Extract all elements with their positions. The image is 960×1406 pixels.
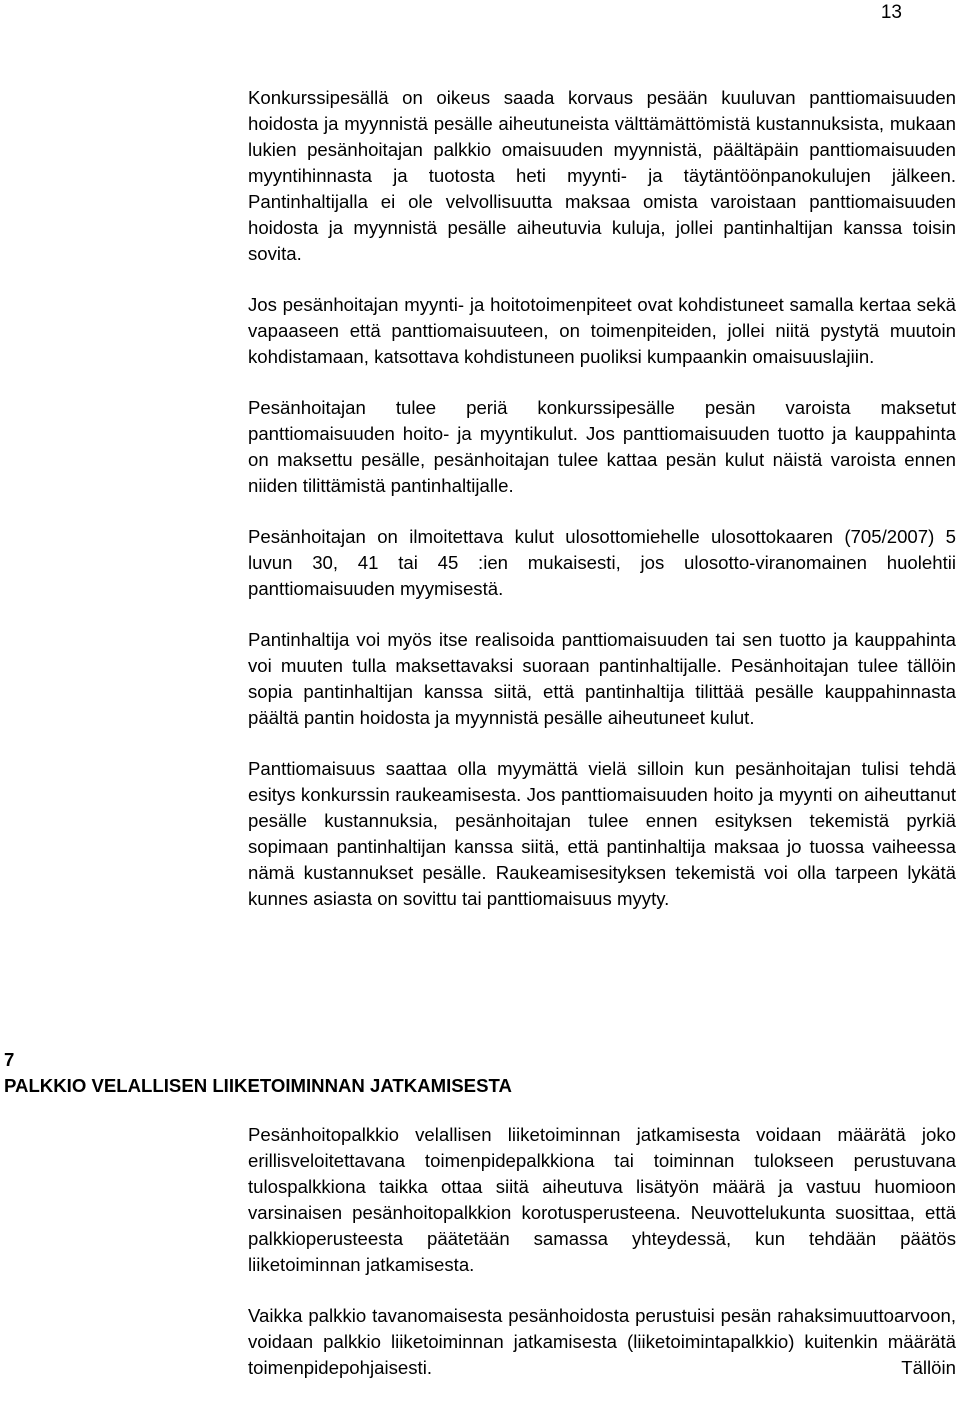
paragraph-business-fee: Pesänhoitopalkkio velallisen liiketoiminnan jatkamisesta voidaan määrätä joko erillisveloitettavana toimenpidepalkkiona tai toiminnan tulokseen perustuvana tulospalkkiona taikka ottaa siitä aiheutuva lisätyön määrä ja vastuu huomioon varsinaisen pesänhoitopalkkion korotusperusteena. Neuvottelukunta suosittaa, että palkkioperusteesta päätetään samassa yhteydessä, kun tehdään päätös liiketoiminnan jatkamisesta. xyxy=(248,1124,956,1275)
section-number: 7 xyxy=(4,1049,15,1070)
paragraph-business-fee-basis: Vaikka palkkio tavanomaisesta pesänhoidosta perustuisi pesän rahaksimuuttoarvoon, voidaan palkkio liiketoiminnan jatkamisesta (liiketoimintapalkkio) kuitenkin määrätä toimenpidepohjaisesti. Tällöin xyxy=(248,1305,956,1378)
section-title: PALKKIO VELALLISEN LIIKETOIMINNAN JATKAMISESTA xyxy=(4,1075,512,1096)
paragraph-allocation: Jos pesänhoitajan myynti- ja hoitotoimenpiteet ovat kohdistuneet samalla kertaa sekä vapaaseen että panttiomaisuuteen, on toimenpiteiden, jollei niitä pystytä muutoin kohdistamaan, katsottava kohdistuneen puoliksi kumpaankin omaisuuslajiin. xyxy=(248,294,956,367)
paragraph-pledgee-realise: Pantinhaltija voi myös itse realisoida panttiomaisuuden tai sen tuotto ja kauppahinta voi muuten tulla maksettavaksi suoraan pantinhaltijalle. Pesänhoitajan tulee tällöin sopia pantinhaltijan kanssa siitä, että pantinhaltija tilittää pesälle kauppahinnasta päältä pantin hoidosta ja myynnistä pesälle aiheutuneet kulut. xyxy=(248,629,956,728)
page-number: 13 xyxy=(880,2,902,23)
paragraph-collect-costs: Pesänhoitajan tulee periä konkurssipesälle pesän varoista maksetut panttiomaisuuden hoito- ja myyntikulut. Jos panttiomaisuuden tuotto ja kauppahinta on maksettu pesälle, pesänhoitajan tulee kattaa pesän kulut näistä varoista ennen niiden tilittämistä pantinhaltijalle. xyxy=(248,397,956,496)
body-text-section-7 xyxy=(248,1122,956,1406)
paragraph-unsold-pledge: Panttiomaisuus saattaa olla myymättä vielä silloin kun pesänhoitajan tulisi tehdä esitys konkurssin raukeamisesta. Jos panttiomaisuuden hoito ja myynti on aiheuttanut pesälle kustannuksia, pesänhoitajan tulee ennen esityksen tekemistä pyrkiä sopimaan pantinhaltijan kanssa siitä, että pantinhaltija maksaa jo tuossa vaiheessa nämä kustannukset pesälle. Raukeamisesityksen tekemistä voi olla tarpeen lykätä kunnes asiasta on sovittu tai panttiomaisuus myyty. xyxy=(248,758,956,909)
body-text-before-section xyxy=(248,85,956,937)
section-heading xyxy=(4,1047,704,1099)
paragraph-pledge-costs: Konkurssipesällä on oikeus saada korvaus pesään kuuluvan panttiomaisuuden hoidosta ja myynnistä pesälle aiheutuneista välttämättömistä kustannuksista, mukaan lukien pesänhoitajan palkkio omaisuuden myynnistä, päältäpäin panttiomaisuuden myyntihinnasta ja tuotosta heti myynti- ja täytäntöönpanokulujen jälkeen. Pantinhaltijalla ei ole velvollisuutta maksaa omista varoistaan panttiomaisuuden hoidosta ja myynnistä pesälle aiheutuvia kuluja, jollei pantinhaltijan kanssa toisin sovita. xyxy=(248,87,956,264)
paragraph-notify-bailiff: Pesänhoitajan on ilmoitettava kulut ulosottomiehelle ulosottokaaren (705/2007) 5 luvun 30, 41 tai 45 :ien mukaisesti, jos ulosotto-viranomainen huolehtii panttiomaisuuden myymisestä. xyxy=(248,526,956,599)
